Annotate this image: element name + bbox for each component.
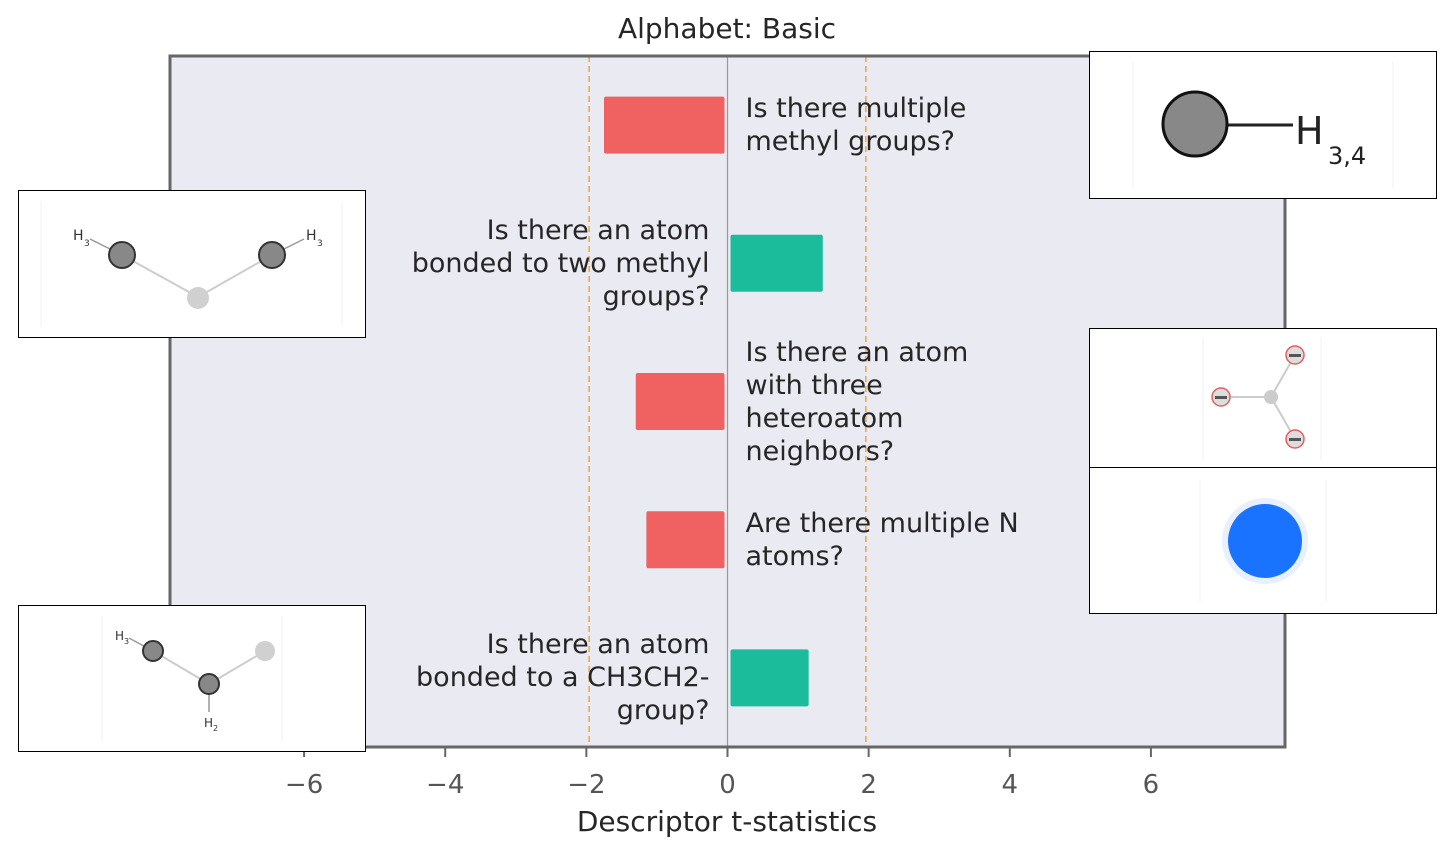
nitrogen-atom-structure <box>1089 467 1437 614</box>
bar-label <box>746 507 1019 573</box>
bar <box>646 511 724 568</box>
methylene-h-label: H <box>204 716 214 730</box>
nitrogen-atom-icon <box>1090 468 1436 613</box>
x-tick-label: 6 <box>1142 770 1160 800</box>
methyl-group-icon <box>1090 52 1436 198</box>
x-tick-label: 4 <box>1001 770 1019 800</box>
two-methyl-icon <box>19 191 365 337</box>
heteroatom-top <box>1286 346 1304 364</box>
methyl-h-label: H <box>115 629 125 643</box>
bar-label <box>416 628 709 727</box>
methyl-group-structure <box>1089 51 1437 199</box>
bar-label-line: Is there multiple <box>745 93 967 125</box>
ethyl-group-structure <box>18 605 366 752</box>
bar-label-line: neighbors? <box>745 435 895 467</box>
bar-label <box>746 336 969 468</box>
methylene-carbon-atom <box>199 674 219 694</box>
bar-label-line: bonded to a CH3CH2- <box>416 662 710 694</box>
bar-label-line: with three <box>745 369 883 401</box>
attached-atom <box>255 641 275 661</box>
left-methyl-atom <box>109 242 135 268</box>
methyl-carbon-atom <box>143 641 163 661</box>
x-tick-label: 2 <box>860 770 877 800</box>
bar-label-line: heteroatom <box>745 402 904 434</box>
bar-label-line: methyl groups? <box>745 126 955 158</box>
bar <box>604 97 724 154</box>
x-tick-label: 0 <box>719 770 736 800</box>
bar-label-line: groups? <box>602 280 710 312</box>
bar-label <box>412 214 710 313</box>
nitrogen-atom <box>1228 504 1302 578</box>
bar-label-line: Is there an atom <box>486 629 710 661</box>
methyl-carbon-atom <box>1163 92 1227 156</box>
bar-label-line: atoms? <box>745 540 844 572</box>
methylene-h-sub: 2 <box>213 724 219 733</box>
right-methyl-atom <box>259 242 285 268</box>
center-atom <box>187 287 209 309</box>
bar-label-line: Is there an atom <box>745 336 969 368</box>
heteroatom-left <box>1212 388 1230 406</box>
three-heteroatom-structure <box>1089 328 1437 469</box>
three-heteroatom-icon <box>1090 329 1436 468</box>
bar-label-line: bonded to two methyl <box>411 247 710 279</box>
methyl-atom-subscript: 3,4 <box>1328 142 1367 170</box>
right-methyl-label: H <box>306 228 317 244</box>
bar-label-line: Are there multiple N <box>745 507 1019 539</box>
x-axis-label: Descriptor t-statistics <box>576 805 878 838</box>
methyl-h-sub: 3 <box>124 637 130 646</box>
center-atom <box>1264 390 1278 404</box>
heteroatom-bottom <box>1286 430 1304 448</box>
two-methyl-structure <box>18 190 366 338</box>
right-methyl-sub: 3 <box>317 239 323 249</box>
x-tick-label: −2 <box>567 770 606 800</box>
bar-label-line: Is there an atom <box>486 214 710 246</box>
bar <box>636 373 725 430</box>
left-methyl-label: H <box>73 228 84 244</box>
ethyl-group-icon <box>19 606 365 751</box>
bar-label <box>746 92 967 158</box>
methyl-atom-label: H <box>1295 109 1324 153</box>
x-tick-label: −4 <box>426 770 465 800</box>
bar <box>731 649 809 706</box>
x-tick-label: −6 <box>284 770 324 800</box>
bar <box>731 235 823 292</box>
bar-label-line: group? <box>616 695 710 727</box>
left-methyl-sub: 3 <box>84 239 90 249</box>
chart-title: Alphabet: Basic <box>617 12 837 45</box>
